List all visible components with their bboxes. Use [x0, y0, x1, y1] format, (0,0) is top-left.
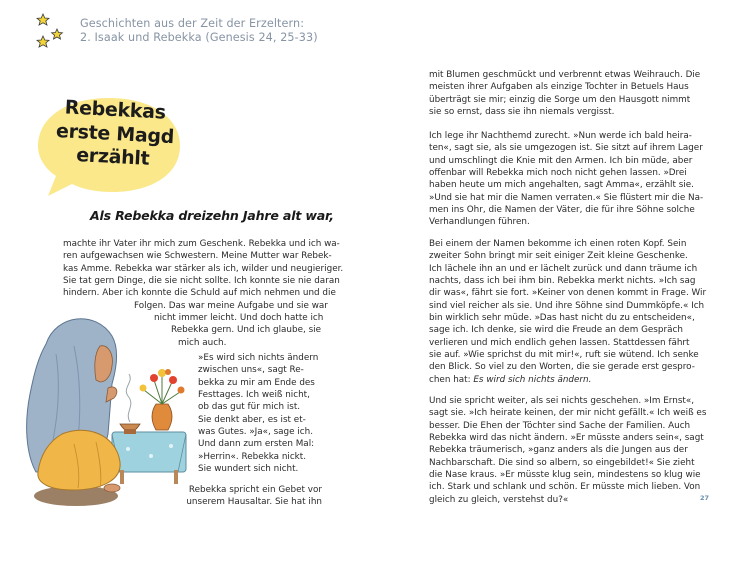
text-line: Rebekka träumerisch, »ganz anders als die Jungen aus der [429, 445, 688, 456]
text-line: ten«, sagt sie, als sie umgezogen ist. Sie sitzt auf ihrem Lager [429, 143, 703, 154]
text-line: und umschlingt die Knie mit den Armen. Ich bin müde, aber [429, 155, 693, 166]
right-page [375, 0, 750, 568]
text-line: zweiter Sohn bringt mir seit einiger Zeit kleine Geschenke. [429, 251, 688, 262]
text-line: besser. Die Ehen der Töchter sind Sache der Familien. Auch [429, 420, 691, 431]
text-line: Sie tat gern Dinge, die sie nicht sollte. Ich konnte sie nie daran [63, 276, 340, 287]
chapter-header-line1: Geschichten aus der Zeit der Erzeltern: [80, 17, 305, 30]
text-line: Ich lächele ihn an und er lächelt zurück und dann träume ich [429, 263, 698, 274]
text-line: nicht immer leicht. Und doch hatte ich [154, 313, 324, 324]
text-line: Sie denkt aber, es ist et- [198, 414, 306, 425]
text-line [429, 374, 689, 386]
text-line: verlieren und mich endlich gehen lassen. Stattdessen fährt [429, 337, 690, 348]
text-line: Und sie spricht weiter, als sei nichts geschehen. »Im Ernst«, [429, 396, 695, 406]
right-paragraph-1 [429, 69, 701, 118]
text-line: überträgt sie mir; einzig die Sorge um den Hausgott nimmt [429, 94, 691, 105]
left-paragraph-2 [198, 352, 322, 475]
chapter-header [80, 17, 318, 46]
text-line: »Es wird sich nichts ändern [198, 353, 319, 363]
text-line: zwischen uns«, sagt Re- [198, 365, 304, 376]
text-line: Ich lege ihr Nachthemd zurecht. »Nun werde ich bald heira- [429, 131, 692, 141]
story-title [54, 96, 174, 172]
right-paragraph-3 [429, 238, 707, 386]
text-line: »Und sie hat mir die Namen verraten.« Sie flüstert mir die Na- [429, 192, 704, 203]
text-line: kas Amme. Rebekka war stärker als ich, wilder und neugieriger. [63, 263, 344, 274]
text-line: gleich zu gleich, verstehst du?« [429, 494, 569, 505]
star-icon [52, 29, 63, 39]
left-paragraph-3 [186, 484, 322, 509]
text-line: Bei einem der Namen bekomme ich einen roten Kopf. Sein [429, 239, 687, 249]
italic-quote: Es wird sich nichts ändern. [473, 374, 592, 385]
text-line: offenbar will Rebekka mich noch nicht gehen lassen. »Drei [429, 168, 687, 179]
rebekka-praying-illustration [16, 284, 192, 512]
text-line: »Herrin«. Rebekka nickt. [198, 451, 307, 462]
text-line: die Nase kraus. »Er müsste klug sein, mindestens so klug wie [429, 470, 701, 481]
text-line: meisten ihrer Aufgaben als einzige Tochter in Betuels Haus [429, 82, 689, 93]
text-line: Sie wundert sich nicht. [198, 464, 299, 475]
text-line: was Gutes. »Ja«, sage ich. [198, 427, 313, 438]
text-line: Und dann zum ersten Mal: [198, 439, 315, 450]
text-line: Rebekka spricht ein Gebet vor [188, 485, 322, 495]
text-line: Folgen. Das war meine Aufgabe und sie war [134, 300, 328, 311]
text-line: bekka zu mir am Ende des [198, 377, 315, 388]
text-line: sagt sie. »Ich heirate keinen, der mir nicht gefällt.« Ich weiß es [429, 408, 707, 419]
text-line: Rebekka wird das nicht ändern. »Er müsste anders sein«, sagt [429, 433, 704, 444]
incense-bowl [120, 374, 140, 434]
star-icon [37, 14, 49, 25]
text-line: unserem Hausaltar. Sie hat ihn [186, 497, 322, 508]
star-icon [37, 36, 49, 47]
story-title-line: erzählt [75, 144, 150, 170]
text-line: Festtages. Ich weiß nicht, [198, 390, 310, 401]
text-line: ren aufgewachsen wie Schwestern. Meine Mutter war Rebek- [63, 251, 332, 262]
lead-sentence: Als Rebekka dreizehn Jahre alt war, [90, 208, 334, 223]
text-line: Nachbarschaft. Die sind so albern, so eingebildet!« Sie zieht [429, 457, 695, 468]
text-line: sind viel reicher als sie. Und ihre Söhne sind Dummköpfe.« Ich [429, 300, 705, 311]
text-line: machte ihr Vater ihr mich zum Geschenk. Rebekka und ich wa- [63, 239, 340, 249]
page-number: 27 [700, 494, 710, 502]
text-line: sie so ernst, dass sie ihn niemals vergisst. [429, 107, 615, 118]
text-line: men ins Ohr, die Namen der Väter, die für ihre Söhne solche [429, 205, 695, 216]
text-line: mich auch. [178, 337, 227, 348]
text-line: Verhandlungen führen. [429, 217, 530, 228]
text-line: den Blick. So viel zu den Worten, die sie gerade erst gespro- [429, 362, 695, 373]
flower-vase [140, 369, 185, 430]
text-line: nachts, dass ich bei ihm bin. Rebekka merkt nichts. »Ich sag [429, 276, 696, 287]
story-title-line: erste Magd [55, 119, 175, 148]
text-line: ich. Stark und schlank und schön. Er müsste mich lieben. Von [429, 482, 701, 493]
rebekka-figure [27, 319, 121, 492]
text-line: sie auf. »Wie sprichst du mit mir!«, ruft sie wütend. Ich senke [429, 350, 699, 361]
text-span: chen hat: [429, 374, 474, 385]
text-line: bin wirklich sehr müde. »Das hast nicht du zu entscheiden«, [429, 313, 695, 324]
text-line: sage ich. Ich denke, sie wird die Freude an dem Gespräch [429, 325, 683, 336]
text-line: ob das gut für mich ist. [198, 402, 301, 413]
altar-table [112, 432, 186, 484]
stars-decoration [36, 12, 66, 52]
text-line: haben heute um mich angehalten, sagt Amma«, erzählt sie. [429, 180, 694, 191]
text-line: hindern. Aber ich konnte die Schuld auf mich nehmen und die [63, 288, 336, 299]
text-line: dir was«, fährt sie fort. »Keiner von denen kommt in Frage. Wir [429, 288, 707, 299]
chapter-header-line2: 2. Isaak und Rebekka (Genesis 24, 25-33) [80, 31, 318, 45]
story-title-line: Rebekkas [64, 96, 167, 124]
text-line: mit Blumen geschmückt und verbrennt etwas Weihrauch. Die [429, 70, 701, 80]
text-line: Rebekka gern. Und ich glaube, sie [171, 325, 322, 336]
right-paragraph-2 [429, 130, 704, 229]
